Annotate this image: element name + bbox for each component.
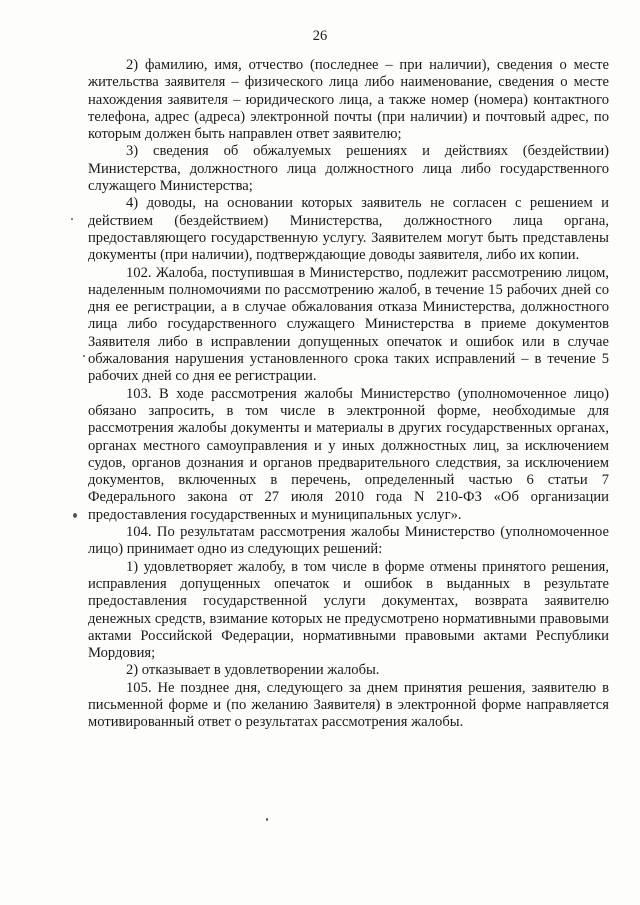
scan-speck [73,513,77,518]
paragraph-104: 104. По результатам рассмотрения жалобы Министерство (уполномоченное лицо) принимает одно из следующих решений: [88,524,609,558]
paragraph-applicant-details: 2) фамилию, имя, отчество (последнее – при наличии), сведения о месте жительства заявителя – физического лица либо наименование, сведения о месте нахождения заявителя – юридического лица, а также номер (номера) контактного телефона, адрес (адреса) электронной почты (при наличии) и почтовый адрес, по которым должен быть направлен ответ заявителю; [88,57,609,143]
scan-speck [266,818,268,821]
paragraph-105: 105. Не позднее дня, следующего за днем принятия решения, заявителю в письменной форме и (по желанию Заявителя) в электронной форме направляется мотивированный ответ о результатах рассмотрения жалобы. [88,679,609,731]
scan-speck [83,355,85,357]
scan-speck [71,218,73,220]
document-body [88,57,609,732]
paragraph-appealed-decisions: 3) сведения об обжалуемых решениях и действиях (бездействии) Министерства, должностного лица должностного лица либо государственного служащего Министерства; [88,143,609,195]
paragraph-104-decision-2: 2) отказывает в удовлетворении жалобы. [126,662,380,679]
paragraph-102: 102. Жалоба, поступившая в Министерство, подлежит рассмотрению лицом, наделенным полномочиями по рассмотрению жалоб, в течение 15 рабочих дней со дня ее регистрации, а в случае обжалования отказа Министерства, должностного лица либо государственного служащего Министерства в приеме документов Заявителя либо в исправлении допущенных опечаток и ошибок или в случае обжалования нарушения установленного срока таких исправлений – в течение 5 рабочих дней со дня ее регистрации. [88,264,609,385]
paragraph-104-decision-1: 1) удовлетворяет жалобу, в том числе в форме отмены принятого решения, исправления допущенных опечаток и ошибок в выданных в результате предоставления государственной услуги документах, возврата заявителю денежных средств, взимание которых не предусмотрено нормативными правовыми актами Российской Федерации, нормативными правовыми актами Республики Мордовия; [88,558,609,662]
paragraph-103: 103. В ходе рассмотрения жалобы Министерство (уполномоченное лицо) обязано запросить, в том числе в электронной форме, необходимые для рассмотрения жалобы документы и материалы в других государственных органах, органах местного самоуправления и у иных должностных лиц, за исключением судов, органов дознания и органов предварительного следствия, за исключением документов, включенных в перечень, определенный частью 6 статьи 7 Федерального закона от 27 июля 2010 года N 210-ФЗ «Об организации предоставления государственных и муниципальных услуг». [88,385,609,523]
page-number: 26 [312,28,328,44]
paragraph-arguments: 4) доводы, на основании которых заявитель не согласен с решением и действием (бездействием) Министерства, должностного лица органа, предоставляющего государственную услугу. Заявителем могут быть представлены документы (при наличии), подтверждающие доводы заявителя, либо их копии. [88,195,609,264]
